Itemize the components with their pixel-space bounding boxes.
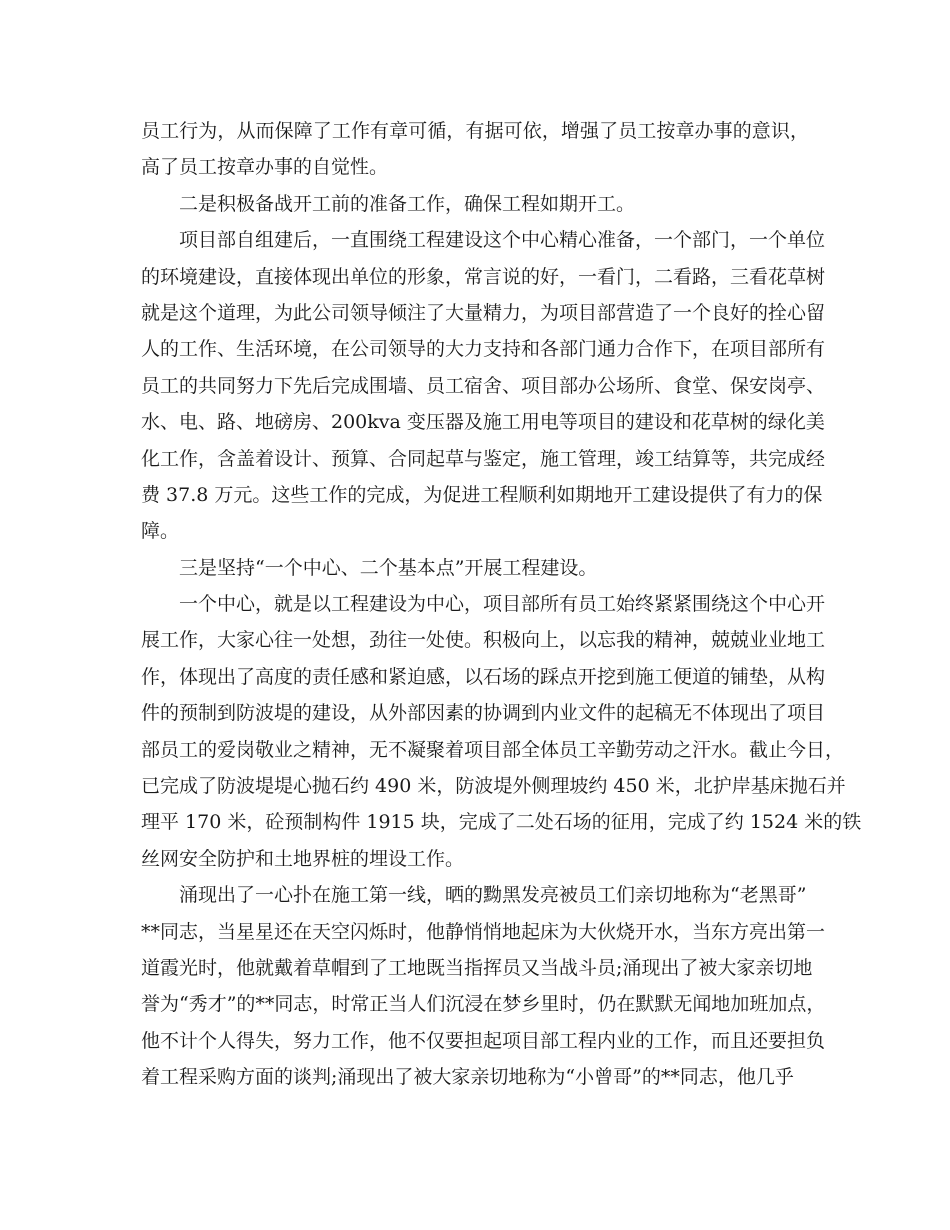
text-line: 着工程采购方面的谈判;涌现出了被大家亲切地称为“小曾哥”的**同志，他几乎 bbox=[141, 1066, 794, 1089]
text-line: 的环境建设，直接体现出单位的形象，常言说的好，一看门，二看路，三看花草树 bbox=[141, 265, 826, 288]
text-line: 障。 bbox=[141, 520, 180, 543]
text-line: 誉为“秀才”的**同志，时常正当人们沉浸在梦乡里时，仍在默默无闻地加班加点， bbox=[141, 993, 826, 1016]
text-line: 费 37.8 万元。这些工作的完成，为促进工程顺利如期地开工建设提供了有力的保 bbox=[141, 483, 823, 506]
text-line: 三是坚持“一个中心、二个基本点”开展工程建设。 bbox=[179, 556, 598, 579]
text-line: 高了员工按章办事的自觉性。 bbox=[141, 156, 389, 179]
text-line: 员工行为，从而保障了工作有章可循，有据可依，增强了员工按章办事的意识， bbox=[141, 120, 809, 142]
text-line: 展工作，大家心往一处想，劲往一处使。积极向上，以忘我的精神，兢兢业业地工 bbox=[141, 629, 826, 652]
text-line: 部员工的爱岗敬业之精神，无不凝聚着项目部全体员工辛勤劳动之汗水。截止今日， bbox=[141, 738, 845, 761]
text-line: 人的工作、生活环境，在公司领导的大力支持和各部门通力合作下，在项目部所有 bbox=[141, 338, 826, 361]
text-line: 道霞光时，他就戴着草帽到了工地既当指挥员又当战斗员;涌现出了被大家亲切地 bbox=[141, 956, 813, 979]
text-line: 丝网安全防护和土地界桩的埋设工作。 bbox=[141, 847, 465, 870]
text-line: 一个中心，就是以工程建设为中心，项目部所有员工始终紧紧围绕这个中心开 bbox=[179, 593, 826, 616]
text-line: 他不计个人得失，努力工作，他不仅要担起项目部工程内业的工作，而且还要担负 bbox=[141, 1029, 826, 1052]
text-line: 涌现出了一心扑在施工第一线，晒的黝黑发亮被员工们亲切地称为“老黑哥” bbox=[179, 884, 807, 907]
text-line: 员工的共同努力下先后完成围墙、员工宿舍、项目部办公场所、食堂、保安岗亭、 bbox=[141, 374, 826, 397]
text-line: 二是积极备战开工前的准备工作，确保工程如期开工。 bbox=[179, 192, 636, 215]
text-line: 就是这个道理，为此公司领导倾注了大量精力，为项目部营造了一个良好的拴心留 bbox=[141, 301, 826, 324]
text-line: **同志，当星星还在天空闪烁时，他静悄悄地起床为大伙烧开水，当东方亮出第一 bbox=[141, 920, 826, 943]
text-line: 项目部自组建后，一直围绕工程建设这个中心精心准备，一个部门，一个单位 bbox=[179, 229, 826, 252]
text-line: 作，体现出了高度的责任感和紧迫感，以石场的踩点开挖到施工便道的铺垫，从构 bbox=[141, 665, 826, 688]
text-line: 件的预制到防波堤的建设，从外部因素的协调到内业文件的起稿无不体现出了项目 bbox=[141, 702, 826, 725]
text-line: 已完成了防波堤堤心抛石约 490 米，防波堤外侧理坡约 450 米，北护岸基床抛石并 bbox=[141, 775, 846, 798]
text-line: 水、电、路、地磅房、200kva 变压器及施工用电等项目的建设和花草树的绿化美 bbox=[141, 411, 825, 434]
text-line: 理平 170 米，砼预制构件 1915 块，完成了二处石场的征用，完成了约 1524 米的铁 bbox=[141, 811, 862, 834]
text-line: 化工作，含盖着设计、预算、合同起草与鉴定，施工管理，竣工结算等，共完成经 bbox=[141, 447, 826, 470]
document-body bbox=[141, 113, 862, 1096]
